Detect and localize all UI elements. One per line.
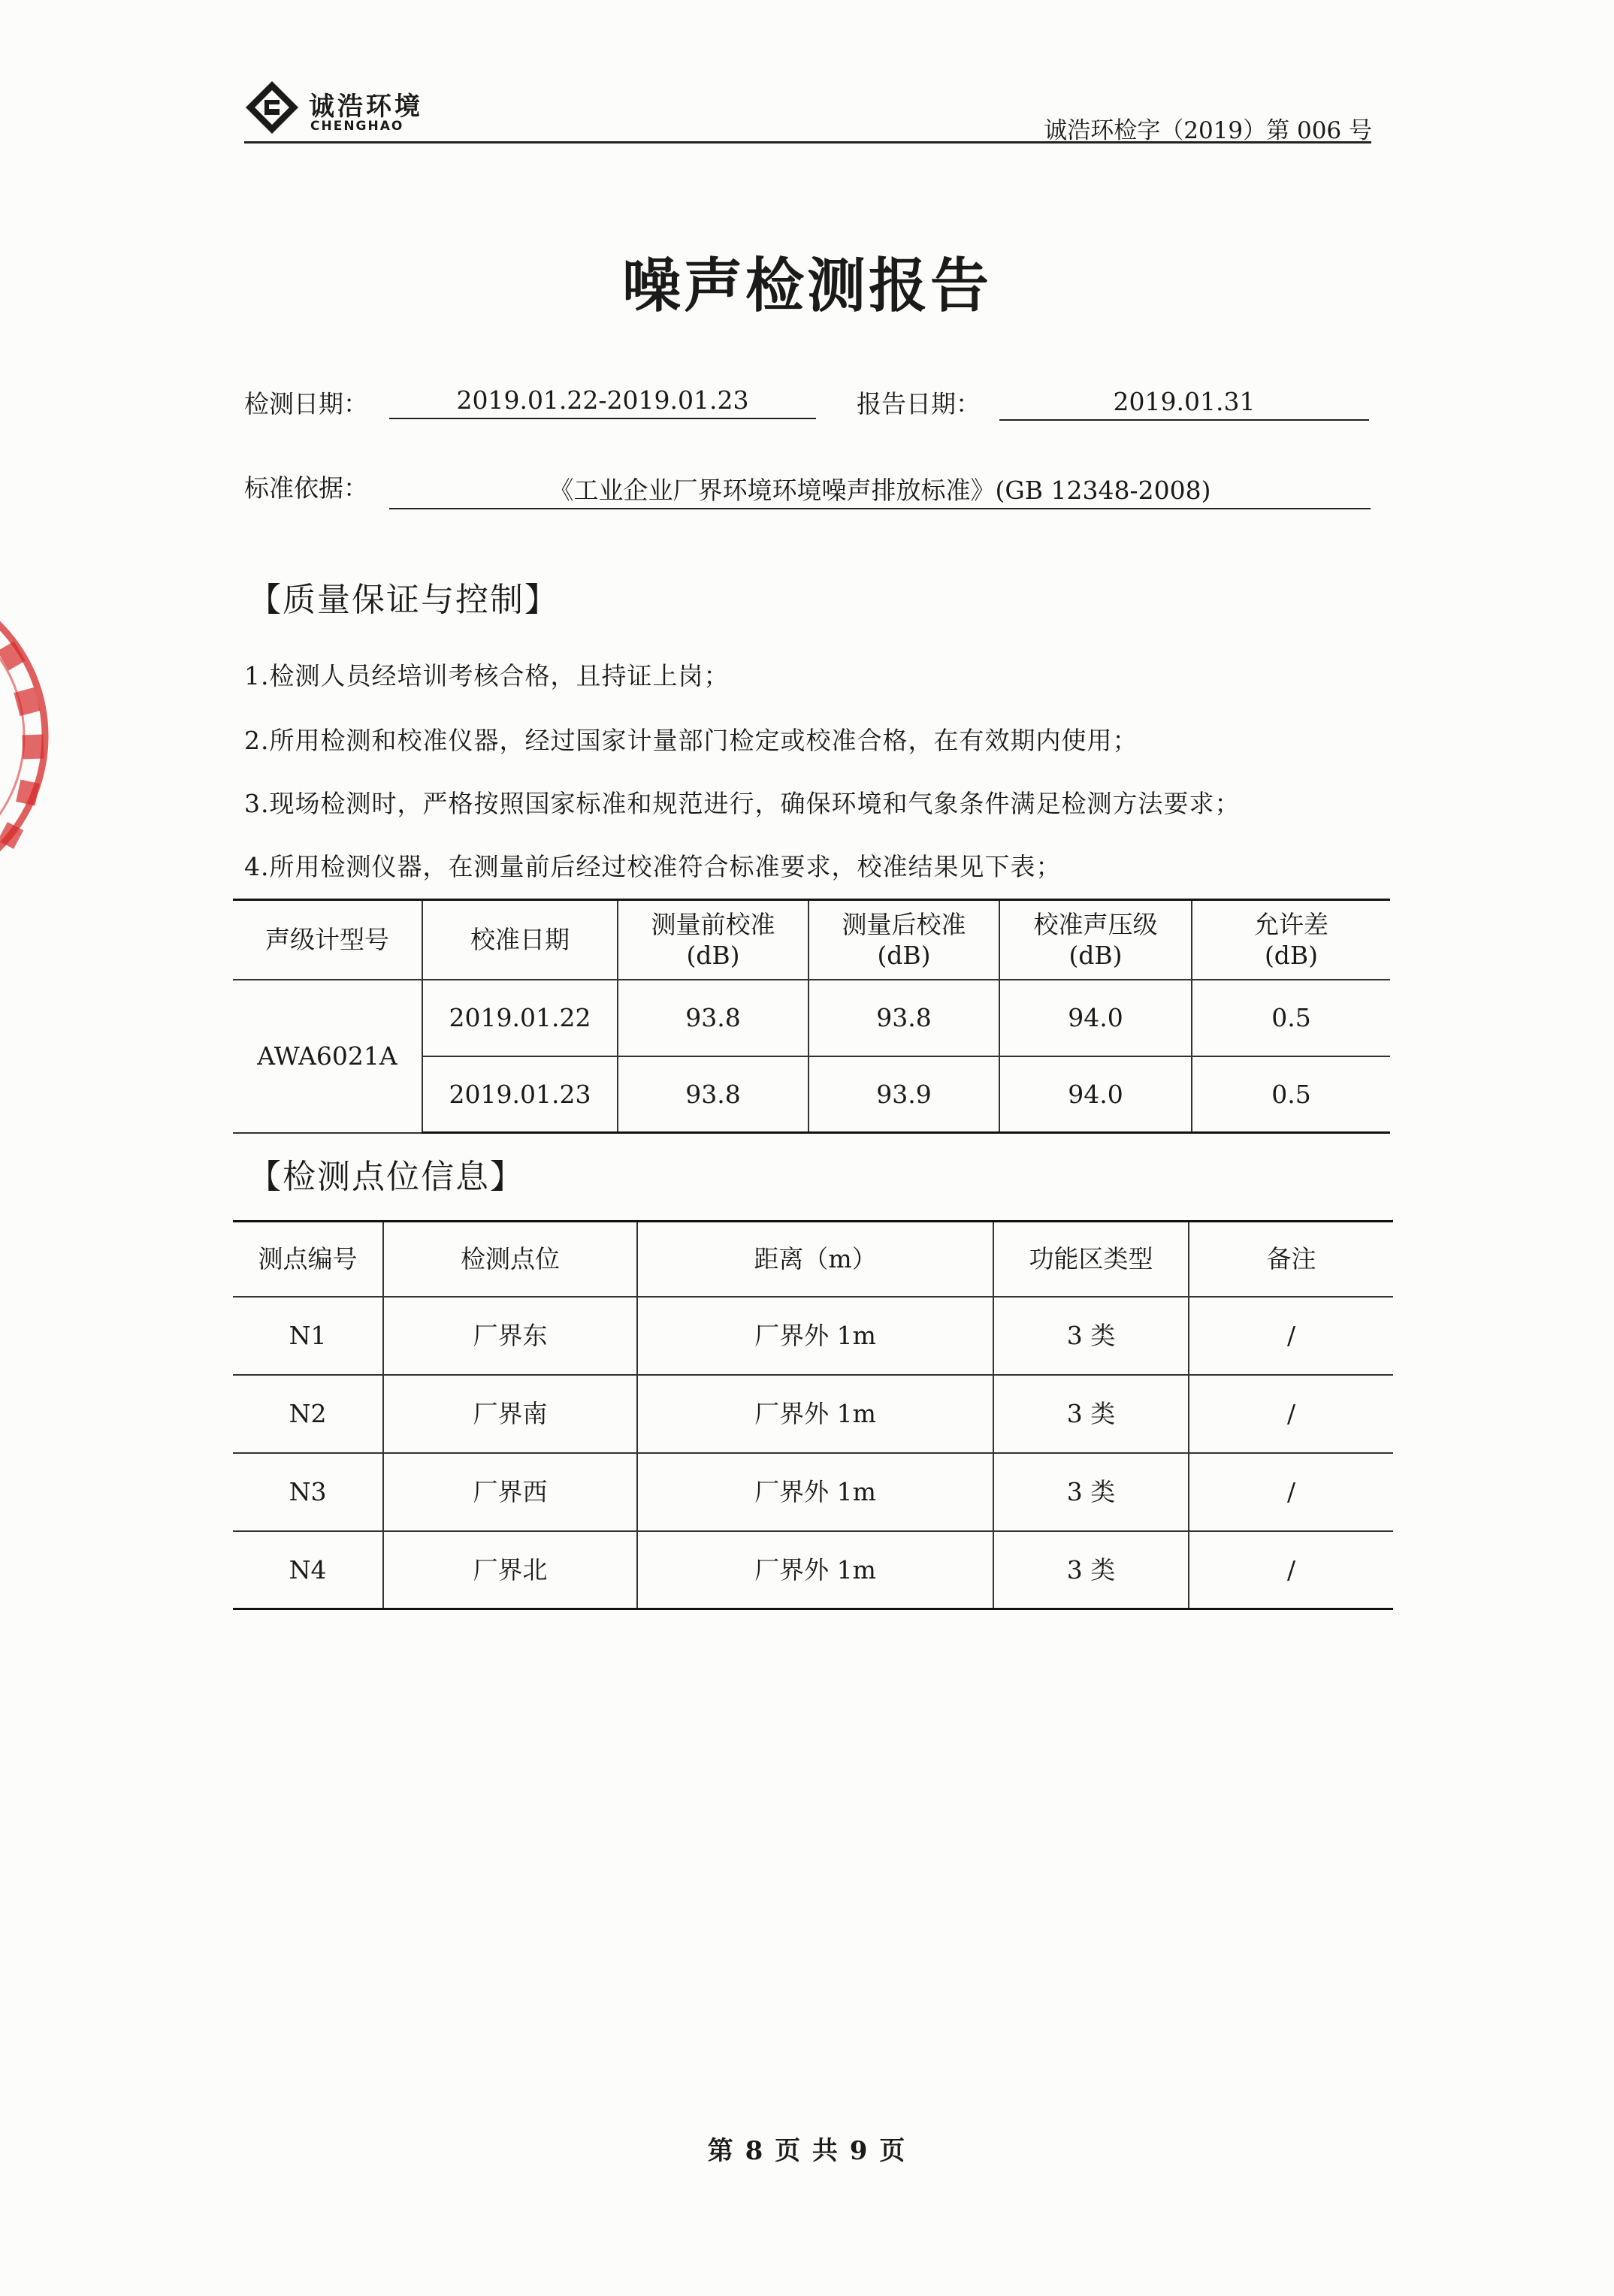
quality-item-4: 4.所用检测仪器，在测量前后经过校准符合标准要求，校准结果见下表； (244, 852, 1062, 881)
test-date-value: 2019.01.22-2019.01.23 (389, 383, 816, 419)
remarks-cell: / (1189, 1297, 1393, 1375)
header-post-cal-unit: (dB) (877, 940, 931, 970)
pre-cal-cell: 93.8 (618, 1056, 809, 1133)
header-pre-cal (618, 900, 809, 980)
header-cal-level-unit: (dB) (1068, 940, 1123, 970)
header-distance: 距离（m） (637, 1222, 993, 1297)
distance-cell: 厂界外 1m (637, 1453, 993, 1531)
seal-stamp-fragment (0, 586, 75, 887)
distance-cell: 厂界外 1m (637, 1531, 993, 1609)
calibration-table (233, 899, 1390, 1134)
point-id-cell: N4 (233, 1531, 383, 1609)
quality-item-1: 1.检测人员经培训考核合格，且持证上岗； (244, 661, 730, 690)
points-header-row (233, 1222, 1393, 1297)
quality-item-3: 3.现场检测时，严格按照国家标准和规范进行，确保环境和气象条件满足检测方法要求； (244, 789, 1241, 818)
header-post-cal-label: 测量后校准 (842, 909, 966, 939)
cal-date-cell: 2019.01.23 (422, 1056, 618, 1133)
logo-company-name-en: CHENGHAO (310, 119, 404, 134)
header-zone-type: 功能区类型 (993, 1222, 1189, 1297)
remarks-cell: / (1189, 1453, 1393, 1531)
pre-cal-cell: 93.8 (618, 980, 809, 1056)
table-row (233, 1531, 1393, 1609)
zone-type-cell: 3 类 (993, 1531, 1189, 1609)
header-tolerance (1192, 900, 1390, 980)
table-row (233, 980, 1390, 1056)
standard-value: 《工业企业厂界环境环境噪声排放标准》(GB 12348-2008) (389, 473, 1371, 509)
header-point-location: 检测点位 (383, 1222, 637, 1297)
distance-cell: 厂界外 1m (637, 1297, 993, 1375)
points-heading: 【检测点位信息】 (248, 1158, 524, 1196)
zone-type-cell: 3 类 (993, 1453, 1189, 1531)
tolerance-cell: 0.5 (1192, 1056, 1390, 1133)
point-location-cell: 厂界北 (383, 1531, 637, 1609)
point-location-cell: 厂界南 (383, 1375, 637, 1453)
header-cal-level (999, 900, 1192, 980)
remarks-cell: / (1189, 1531, 1393, 1609)
model-cell: AWA6021A (233, 980, 422, 1133)
logo-mark-icon (244, 80, 300, 135)
point-location-cell: 厂界西 (383, 1453, 637, 1531)
header-cal-date: 校准日期 (422, 900, 618, 980)
cal-date-cell: 2019.01.22 (422, 980, 618, 1056)
point-id-cell: N2 (233, 1375, 383, 1453)
table-row (233, 1297, 1393, 1375)
header-pre-cal-label: 测量前校准 (651, 909, 775, 939)
cal-level-cell: 94.0 (999, 980, 1192, 1056)
header-point-id: 测点编号 (233, 1222, 383, 1297)
header-model: 声级计型号 (233, 900, 422, 980)
header-tolerance-label: 允许差 (1254, 909, 1328, 939)
quality-item-2: 2.所用检测和校准仪器，经过国家计量部门检定或校准合格，在有效期内使用； (244, 726, 1138, 755)
calibration-header-row (233, 900, 1390, 980)
table-row (233, 1453, 1393, 1531)
zone-type-cell: 3 类 (993, 1297, 1189, 1375)
distance-cell: 厂界外 1m (637, 1375, 993, 1453)
zone-type-cell: 3 类 (993, 1375, 1189, 1453)
page-title: 噪声检测报告 (621, 252, 992, 320)
test-date-label: 检测日期： (244, 389, 368, 418)
point-id-cell: N3 (233, 1453, 383, 1531)
header-divider (244, 141, 1371, 144)
report-date-value: 2019.01.31 (999, 385, 1369, 421)
logo-company-name: 诚浩环境 (309, 92, 423, 122)
points-table (233, 1220, 1393, 1610)
header-remarks: 备注 (1189, 1222, 1393, 1297)
document-number: 诚浩环检字（2019）第 006 号 (1044, 117, 1372, 144)
header-cal-level-label: 校准声压级 (1033, 909, 1158, 939)
page-number: 第 8 页 共 9 页 (707, 2136, 907, 2166)
table-row (233, 1375, 1393, 1453)
point-location-cell: 厂界东 (383, 1297, 637, 1375)
header-tolerance-unit: (dB) (1264, 940, 1319, 970)
header-pre-cal-unit: (dB) (686, 940, 740, 970)
tolerance-cell: 0.5 (1192, 980, 1390, 1056)
standard-label: 标准依据： (244, 473, 368, 503)
remarks-cell: / (1189, 1375, 1393, 1453)
post-cal-cell: 93.9 (809, 1056, 999, 1133)
cal-level-cell: 94.0 (999, 1056, 1192, 1133)
post-cal-cell: 93.8 (809, 980, 999, 1056)
quality-heading: 【质量保证与控制】 (248, 581, 559, 619)
report-date-label: 报告日期： (857, 389, 981, 418)
point-id-cell: N1 (233, 1297, 383, 1375)
header-post-cal (809, 900, 999, 980)
company-logo (244, 80, 440, 140)
